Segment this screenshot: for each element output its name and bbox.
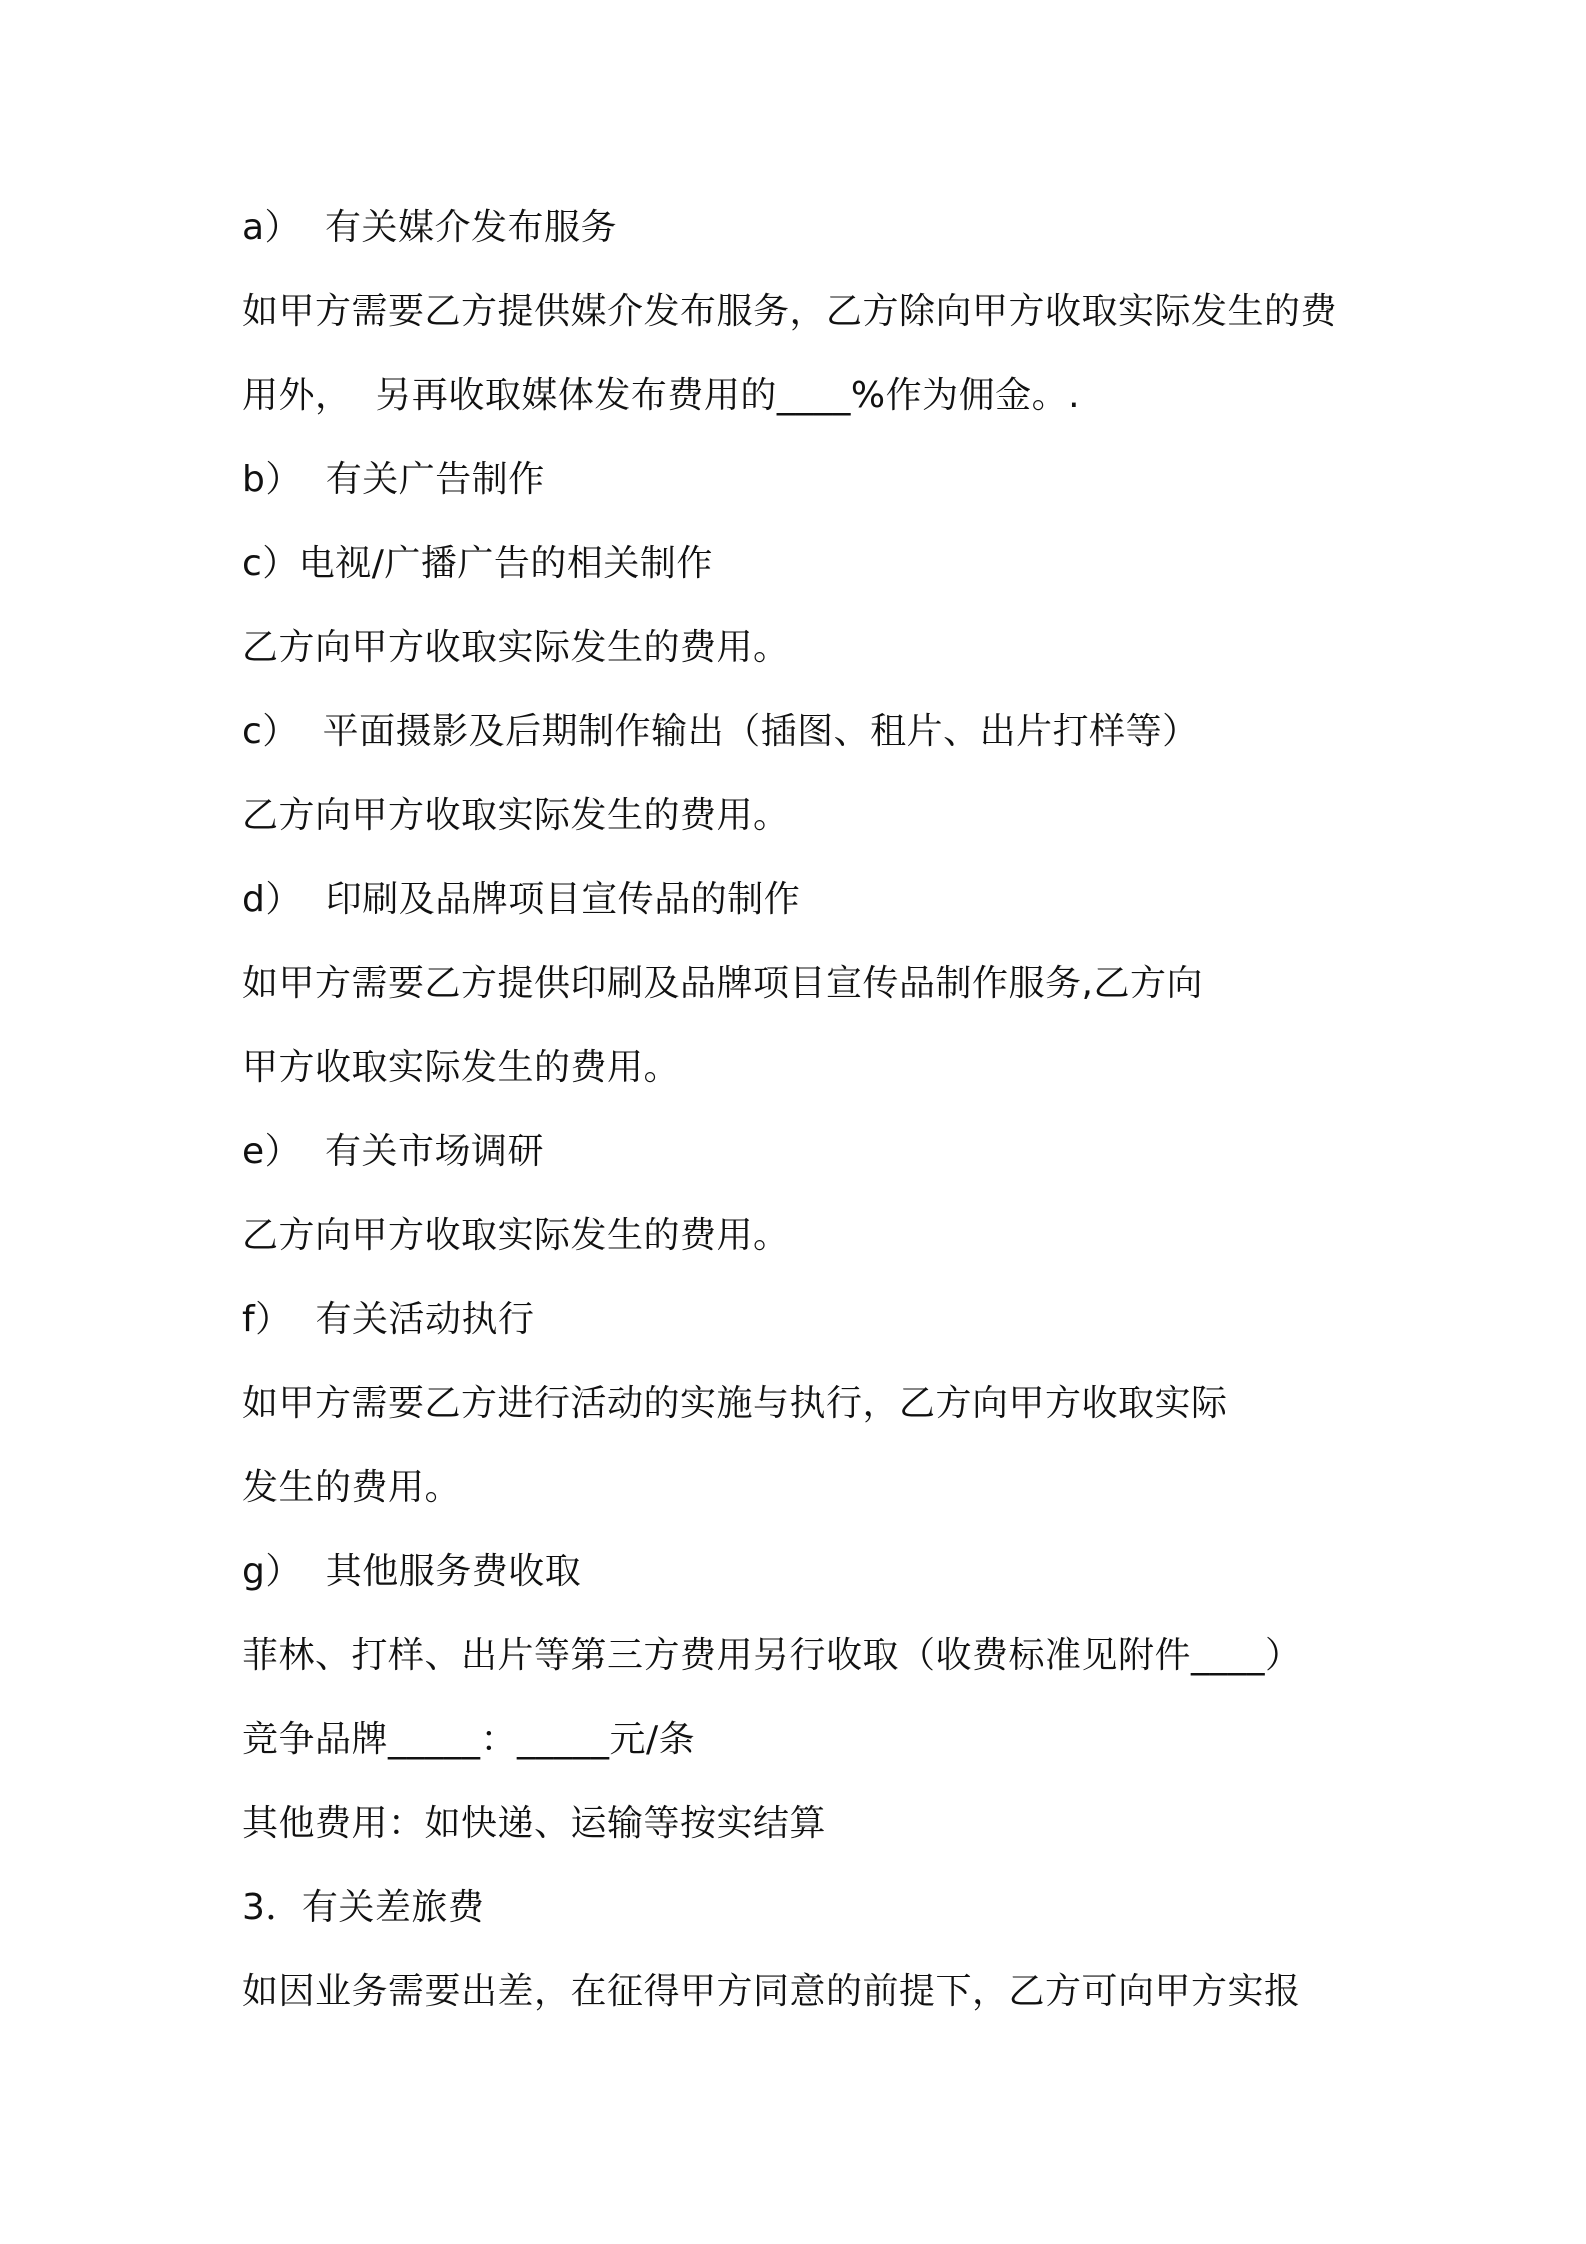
paragraph-line: 乙方向甲方收取实际发生的费用。	[242, 627, 790, 668]
heading-g-other-fees: g） 其他服务费收取	[242, 1551, 582, 1592]
paragraph-line: 如甲方需要乙方进行活动的实施与执行，乙方向甲方收取实际	[242, 1383, 1228, 1424]
heading-b-ad-production: b） 有关广告制作	[242, 459, 545, 500]
heading-f-event-execution: f） 有关活动执行	[242, 1299, 535, 1340]
paragraph-line: 用外， 另再收取媒体发布费用的____%作为佣金。.	[242, 375, 1081, 416]
heading-e-market-research: e） 有关市场调研	[242, 1131, 545, 1172]
heading-c-photography: c） 平面摄影及后期制作输出（插图、租片、出片打样等）	[242, 711, 1199, 752]
paragraph-line: 菲林、打样、出片等第三方费用另行收取（收费标准见附件____）	[242, 1635, 1302, 1676]
paragraph-line: 发生的费用。	[242, 1467, 462, 1508]
paragraph-line: 乙方向甲方收取实际发生的费用。	[242, 795, 790, 836]
paragraph-line: 甲方收取实际发生的费用。	[242, 1047, 681, 1088]
heading-3-travel-expenses: 3．有关差旅费	[242, 1887, 485, 1928]
paragraph-line: 其他费用：如快递、运输等按实结算	[242, 1803, 827, 1844]
heading-a-media: a） 有关媒介发布服务	[242, 207, 617, 248]
heading-c-tv-radio: c）电视/广播广告的相关制作	[242, 543, 713, 584]
paragraph-line: 如甲方需要乙方提供媒介发布服务，乙方除向甲方收取实际发生的费	[242, 291, 1338, 332]
paragraph-line: 竞争品牌_____：_____元/条	[242, 1719, 696, 1760]
paragraph-line: 如甲方需要乙方提供印刷及品牌项目宣传品制作服务,乙方向	[242, 963, 1203, 1004]
paragraph-line: 乙方向甲方收取实际发生的费用。	[242, 1215, 790, 1256]
paragraph-line: 如因业务需要出差，在征得甲方同意的前提下，乙方可向甲方实报	[242, 1971, 1301, 2012]
heading-d-printing: d） 印刷及品牌项目宣传品的制作	[242, 879, 801, 920]
